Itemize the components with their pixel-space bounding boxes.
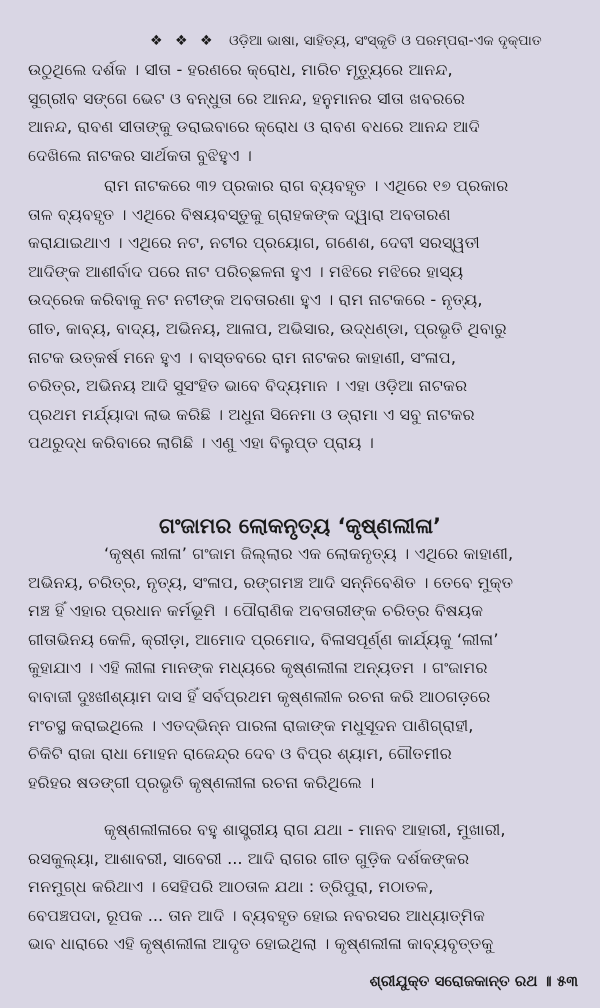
text-line: ଗୀତାଭିନୟ କେଳି, କ୍ରୀଡ଼ା, ଆମୋଦ ପ୍ରମୋଦ, ବିଳାସପୂର୍ଣ୍ଣ କାର୍ଯ୍ୟକୁ ‘ଲୀଳା’ bbox=[28, 629, 499, 649]
text-line: ବେପଞ୍ଚପଦା, ରୂପକ ... ତାନ ଆଦି । ବ୍ୟବହୃତ ହୋଇ ନବରସର ଆଧ୍ୟାତ୍ମିକ bbox=[28, 905, 485, 925]
text-line: ଆଦିଙ୍କ ଆଶୀର୍ବାଦ ପରେ ନାଟ ପରିଚ୍ଛଳନା ହୁଏ । ମଝିରେ ମଝିରେ ହାସ୍ୟ bbox=[28, 261, 464, 281]
page-footer: ଶ୍ରୀଯୁକ୍ତ ସରୋଜକାନ୍ତ ରଥ ॥ ୫୩ bbox=[369, 972, 578, 990]
text-line: ବାବାଜୀ ଦୁଃଖୀଶ୍ୟାମ ଦାସ ହିଁ ସର୍ବପ୍ରଥମ କୃଷ୍ଣଲୀଳ ରଚନା କରି ଆଠଗଡ଼ରେ bbox=[28, 686, 491, 706]
text-line: ମନମୁଗ୍ଧ କରିଥାଏ । ସେହିପରି ଆଠତାଳ ଯଥା : ତ୍ରିପୁରା, ମଠାତଳ, bbox=[28, 877, 434, 897]
paragraph-krishna-leela-intro bbox=[28, 540, 582, 797]
paragraph-krishna-leela-ragas bbox=[28, 816, 582, 959]
section-heading: ଗଂଜାମର ଲୋକନୃତ୍ୟ ‘କୃଷ୍ଣଲୀଳା’ bbox=[158, 514, 442, 538]
text-line: ଆନନ୍ଦ, ରାବଣ ସୀତାଙ୍କୁ ଡରାଇବାରେ କ୍ରୋଧ ଓ ରାବଣ ବଧରେ ଆନନ୍ଦ ଆଦି bbox=[28, 117, 480, 137]
paragraph-ram-natak-ragas bbox=[28, 172, 582, 458]
paragraph-ram-natak-emotions bbox=[28, 56, 582, 170]
text-line: ନାଟକ ଉତ୍କର୍ଷ ମନେ ହୁଏ । ବାସ୍ତବରେ ରାମ ନାଟକର କାହାଣୀ, ସଂଳାପ, bbox=[28, 347, 457, 367]
text-line: କରାଯାଇଥାଏ । ଏଥିରେ ନଟ, ନଟୀର ପ୍ରୟୋଗ, ଗଣେଶ, ଦେବୀ ସରସ୍ୱତୀ bbox=[28, 233, 480, 253]
text-line: କୁହାଯାଏ । ଏହି ଲୀଳା ମାନଙ୍କ ମଧ୍ୟରେ କୃଷ୍ଣଲୀଳା ଅନ୍ୟତମ । ଗଂଜାମର bbox=[28, 658, 488, 678]
text-line: ଉଠୁଥିଲେ ଦର୍ଶକ । ସୀତା - ହରଣରେ କ୍ରୋଧ, ମାରିଚ ମୃତ୍ୟୁରେ ଆନନ୍ଦ, bbox=[28, 60, 453, 79]
text-line: ସୁଗ୍ରୀବ ସଙ୍ଗେ ଭେଟ ଓ ବନ୍ଧୁତା ରେ ଆନନ୍ଦ, ହନୁମାନର ସୀତା ଖବରରେ bbox=[28, 88, 465, 108]
text-line: କୃଷ୍ଣଲୀଳାରେ ବହୁ ଶାସ୍ତ୍ରୀୟ ରାଗ ଯଥା - ମାନବ ଆହାରୀ, ମୁଖାରୀ, bbox=[104, 820, 506, 839]
text-line: ଦେଖିଲେ ନାଟକର ସାର୍ଥକତା ବୁଝିହୁଏ । bbox=[28, 145, 252, 165]
text-line: ଗୀତ, କାବ୍ୟ, ବାଦ୍ୟ, ଅଭିନୟ, ଆଳାପ, ଅଭିସାର, ଉଦ୍ଧଣ୍ଡା, ପ୍ରଭୃତି ଥିବାରୁ bbox=[28, 318, 507, 338]
text-line: ଭାବ ଧାରାରେ ଏହି କୃଷ୍ଣଲୀଳା ଆଦୃତ ହୋଇଥିଲା । କୃଷ୍ଣଲୀଳା କାବ୍ୟବୃତ୍ତକୁ bbox=[28, 934, 494, 954]
text-line: ‘କୃଷ୍ଣ ଲୀଳା’ ଗଂଜାମ ଜିଲ୍ଲାର ଏକ ଲୋକନୃତ୍ୟ । ଏଥିରେ କାହାଣୀ, bbox=[104, 544, 514, 563]
running-header bbox=[150, 33, 582, 49]
text-line: ଉଦ୍ରେକ କରିବାକୁ ନଟ ନଟୀଙ୍କ ଅବତାରଣା ହୁଏ । ରାମ ନାଟକରେ - ନୃତ୍ୟ, bbox=[28, 290, 483, 310]
header-bullets: ❖ ❖ ❖ bbox=[150, 33, 217, 49]
text-line: ମଞ୍ଚ ହିଁ ଏହାର ପ୍ରଧାନ କର୍ମଭୂମି । ପୌରାଣିକ ଅବତାରୀଙ୍କ ଚରିତ୍ର ବିଷୟକ bbox=[28, 601, 484, 621]
text-line: ଅଭିନୟ, ଚରିତ୍ର, ନୃତ୍ୟ, ସଂଳାପ, ରଙ୍ଗମଞ୍ଚ ଆଦି ସନ୍ନିବେଶିତ । ତେବେ ମୁକ୍ତ bbox=[28, 572, 514, 592]
header-text: ଓଡ଼ିଆ ଭାଷା, ସାହିତ୍ୟ, ସଂସ୍କୃତି ଓ ପରମ୍ପରା-ଏକ ଦୃକ୍‌ପାତ bbox=[229, 33, 542, 49]
text-line: ତାଳ ବ୍ୟବହୃତ । ଏଥିରେ ବିଷୟବସ୍ତୁକୁ ଗ୍ରାହକଙ୍କ ଦ୍ୱାରା ଅବତାରଣ bbox=[28, 204, 451, 224]
text-line: ରାମ ନାଟକରେ ୩୨ ପ୍ରକାର ରାଗ ବ୍ୟବହୃତ । ଏଥିରେ ୧୭ ପ୍ରକାର bbox=[104, 176, 509, 195]
text-line: ଚରିତ୍ର, ଅଭିନୟ ଆଦି ସୁସଂହିତ ଭାବେ ବିଦ୍ୟମାନ । ଏହା ଓଡ଼ିଆ ନାଟକର bbox=[28, 376, 468, 396]
text-line: ପ୍ରଥମ ମର୍ଯ୍ୟାଦା ଲାଭ କରିଛି । ଅଧୁନା ସିନେମା ଓ ଡ୍ରାମା ଏ ସବୁ ନାଟକର bbox=[28, 404, 475, 424]
text-line: ଚିକିଟି ରାଜା ରାଧା ମୋହନ ରାଜେନ୍ଦ୍ର ଦେବ ଓ ବିପ୍ର ଶ୍ୟାମ, ଗୌତମୀର bbox=[28, 744, 452, 764]
text-line: ପଥରୁଦ୍ଧ କରିବାରେ ଲାଗିଛି । ଏଣୁ ଏହା ବିଲୁପ୍ତ ପ୍ରାୟ । bbox=[28, 433, 374, 453]
text-line: ହରିହର ଷଡଙ୍ଗୀ ପ୍ରଭୃତି କୃଷ୍ଣଲୀଳା ରଚନା କରିଥିଲେ । bbox=[28, 772, 375, 792]
text-line: ରସକୁଲ୍ୟା, ଆଶାବରୀ, ସାବେରୀ ... ଆଦି ରାଗର ଗୀତ ଗୁଡ଼ିକ ଦର୍ଶକଙ୍କର bbox=[28, 848, 470, 868]
text-line: ମଂଚସ୍ଥ କରାଇଥିଲେ । ଏତଦ୍‌ଭିନ୍ନ ପାରଳା ରାଜାଙ୍କ ମଧୁସୂଦନ ପାଣିଗ୍ରାହୀ, bbox=[28, 715, 474, 735]
